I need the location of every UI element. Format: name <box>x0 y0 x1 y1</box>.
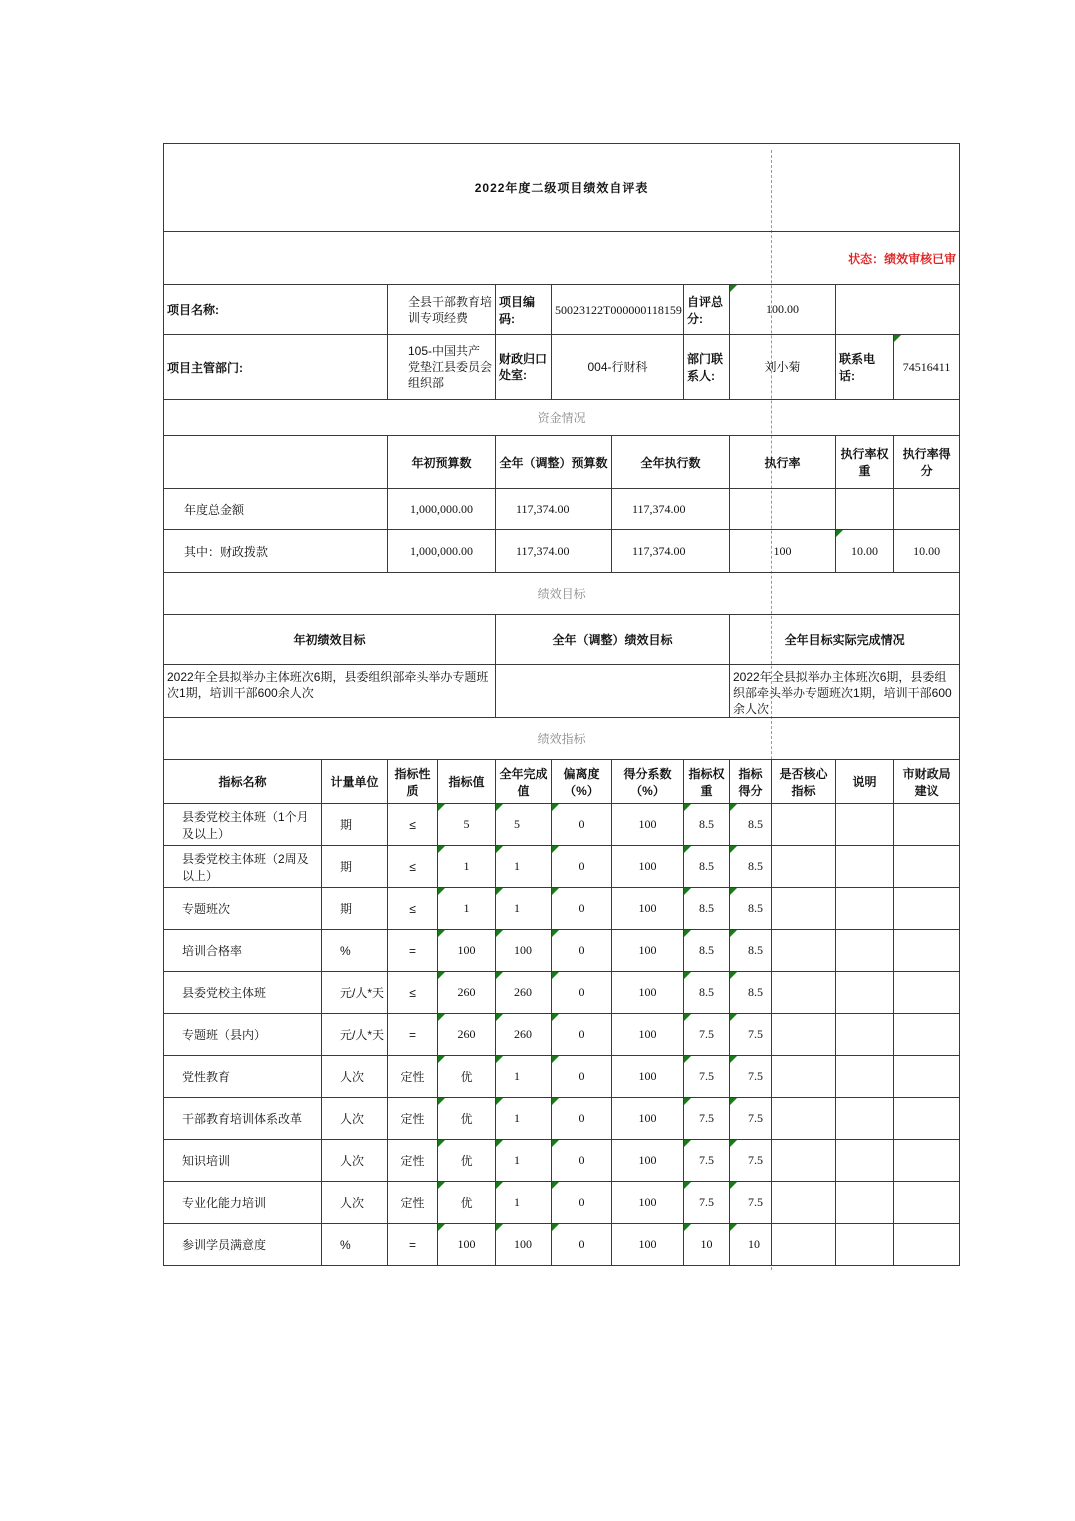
goals-header-initial: 年初绩效目标 <box>164 615 496 665</box>
status-badge: 状态：绩效审核已审 <box>164 232 960 285</box>
ind-header-unit: 计量单位 <box>322 760 388 804</box>
funds-header-adjusted: 全年（调整）预算数 <box>496 436 612 489</box>
ind-core <box>772 1098 836 1140</box>
contact-label: 部门联系人: <box>684 335 730 400</box>
funds-section-title: 资金情况 <box>164 400 960 436</box>
ind-note <box>836 1224 894 1266</box>
indicators-section-title: 绩效指标 <box>164 718 960 760</box>
table-row <box>164 804 960 846</box>
ind-note <box>836 888 894 930</box>
ind-suggestion <box>894 1098 960 1140</box>
ind-deviation: 0 <box>552 1098 612 1140</box>
project-code-value: 50023122T000000118159 <box>552 285 684 335</box>
ind-coef: 100 <box>612 1182 684 1224</box>
ind-note <box>836 1014 894 1056</box>
ind-target: 260 <box>438 1014 496 1056</box>
table-row <box>164 1056 960 1098</box>
ind-core <box>772 1182 836 1224</box>
page-title: 2022年度二级项目绩效自评表 <box>164 144 960 232</box>
ind-unit: % <box>322 930 388 972</box>
ind-note <box>836 1056 894 1098</box>
ind-suggestion <box>894 1182 960 1224</box>
funds-row-executed: 117,374.00 <box>612 489 730 530</box>
ind-header-weight: 指标权重 <box>684 760 730 804</box>
ind-actual: 100 <box>496 1224 552 1266</box>
ind-weight: 7.5 <box>684 1056 730 1098</box>
ind-deviation: 0 <box>552 1056 612 1098</box>
ind-deviation: 0 <box>552 1182 612 1224</box>
ind-actual: 1 <box>496 1056 552 1098</box>
ind-nature: 定性 <box>388 1140 438 1182</box>
evaluation-table <box>163 143 960 1266</box>
ind-target: 优 <box>438 1056 496 1098</box>
funds-header-weight: 执行率权重 <box>836 436 894 489</box>
ind-nature: 定性 <box>388 1098 438 1140</box>
finance-label: 财政归口处室: <box>496 335 552 400</box>
ind-unit: 元/人*天 <box>322 1014 388 1056</box>
ind-actual: 1 <box>496 888 552 930</box>
indicators-body <box>164 804 960 1266</box>
ind-score: 8.5 <box>730 888 772 930</box>
ind-unit: 人次 <box>322 1140 388 1182</box>
ind-name: 党性教育 <box>164 1056 322 1098</box>
ind-core <box>772 804 836 846</box>
ind-note <box>836 972 894 1014</box>
ind-deviation: 0 <box>552 930 612 972</box>
ind-name: 县委党校主体班（1个月及以上） <box>164 804 322 846</box>
finance-value: 004-行财科 <box>552 335 684 400</box>
ind-suggestion <box>894 804 960 846</box>
phone-value: 74516411 <box>894 335 960 400</box>
ind-coef: 100 <box>612 1014 684 1056</box>
ind-actual: 5 <box>496 804 552 846</box>
ind-core <box>772 888 836 930</box>
ind-note <box>836 804 894 846</box>
ind-score: 7.5 <box>730 1140 772 1182</box>
ind-header-core: 是否核心指标 <box>772 760 836 804</box>
ind-score: 8.5 <box>730 930 772 972</box>
goals-header-actual: 全年目标实际完成情况 <box>730 615 960 665</box>
table-row <box>164 489 960 530</box>
ind-name: 县委党校主体班（2周及以上） <box>164 846 322 888</box>
table-row <box>164 972 960 1014</box>
project-code-label: 项目编码: <box>496 285 552 335</box>
funds-row-weight <box>836 489 894 530</box>
ind-nature: = <box>388 1014 438 1056</box>
ind-name: 专业化能力培训 <box>164 1182 322 1224</box>
ind-core <box>772 972 836 1014</box>
table-row <box>164 930 960 972</box>
project-name-value: 全县干部教育培训专项经费 <box>388 285 496 335</box>
dept-value: 105-中国共产党垫江县委员会组织部 <box>388 335 496 400</box>
funds-row-rate <box>730 489 836 530</box>
ind-nature: ≤ <box>388 804 438 846</box>
ind-target: 1 <box>438 846 496 888</box>
ind-suggestion <box>894 930 960 972</box>
ind-deviation: 0 <box>552 1224 612 1266</box>
ind-nature: 定性 <box>388 1182 438 1224</box>
ind-coef: 100 <box>612 804 684 846</box>
goals-section-title: 绩效目标 <box>164 573 960 615</box>
funds-row-name: 年度总金额 <box>164 489 388 530</box>
funds-header-rate: 执行率 <box>730 436 836 489</box>
ind-core <box>772 1056 836 1098</box>
ind-suggestion <box>894 1014 960 1056</box>
ind-nature: ≤ <box>388 888 438 930</box>
ind-target: 100 <box>438 1224 496 1266</box>
table-row <box>164 1014 960 1056</box>
ind-suggestion <box>894 1056 960 1098</box>
ind-unit: 期 <box>322 846 388 888</box>
table-row <box>164 888 960 930</box>
ind-actual: 260 <box>496 972 552 1014</box>
ind-suggestion <box>894 1224 960 1266</box>
goals-header-adjusted: 全年（调整）绩效目标 <box>496 615 730 665</box>
ind-deviation: 0 <box>552 804 612 846</box>
funds-row-score: 10.00 <box>894 530 960 573</box>
ind-weight: 7.5 <box>684 1140 730 1182</box>
ind-core <box>772 1014 836 1056</box>
ind-suggestion <box>894 1140 960 1182</box>
ind-deviation: 0 <box>552 888 612 930</box>
ind-name: 干部教育培训体系改革 <box>164 1098 322 1140</box>
funds-row-executed: 117,374.00 <box>612 530 730 573</box>
funds-header-blank <box>164 436 388 489</box>
ind-deviation: 0 <box>552 1014 612 1056</box>
ind-score: 7.5 <box>730 1014 772 1056</box>
ind-suggestion <box>894 972 960 1014</box>
ind-note <box>836 1098 894 1140</box>
ind-name: 专题班（县内） <box>164 1014 322 1056</box>
ind-header-actual: 全年完成值 <box>496 760 552 804</box>
ind-coef: 100 <box>612 888 684 930</box>
contact-value: 刘小菊 <box>730 335 836 400</box>
ind-header-deviation: 偏离度（%） <box>552 760 612 804</box>
ind-actual: 100 <box>496 930 552 972</box>
project-name-label: 项目名称: <box>164 285 388 335</box>
ind-note <box>836 930 894 972</box>
ind-unit: 人次 <box>322 1182 388 1224</box>
ind-name: 知识培训 <box>164 1140 322 1182</box>
ind-header-note: 说明 <box>836 760 894 804</box>
ind-nature: = <box>388 930 438 972</box>
ind-weight: 8.5 <box>684 804 730 846</box>
self-score-label: 自评总分: <box>684 285 730 335</box>
ind-header-nature: 指标性质 <box>388 760 438 804</box>
table-row <box>164 530 960 573</box>
ind-score: 8.5 <box>730 846 772 888</box>
ind-weight: 8.5 <box>684 972 730 1014</box>
table-row <box>164 1098 960 1140</box>
ind-target: 优 <box>438 1140 496 1182</box>
ind-target: 100 <box>438 930 496 972</box>
phone-label: 联系电话: <box>836 335 894 400</box>
ind-deviation: 0 <box>552 972 612 1014</box>
ind-actual: 1 <box>496 1140 552 1182</box>
ind-weight: 7.5 <box>684 1014 730 1056</box>
ind-header-target: 指标值 <box>438 760 496 804</box>
funds-row-weight: 10.00 <box>836 530 894 573</box>
ind-score: 7.5 <box>730 1098 772 1140</box>
ind-unit: 期 <box>322 804 388 846</box>
ind-weight: 7.5 <box>684 1098 730 1140</box>
funds-header-initial: 年初预算数 <box>388 436 496 489</box>
ind-score: 8.5 <box>730 804 772 846</box>
table-row <box>164 846 960 888</box>
ind-unit: % <box>322 1224 388 1266</box>
ind-score: 10 <box>730 1224 772 1266</box>
funds-row-adjusted: 117,374.00 <box>496 489 612 530</box>
ind-header-suggestion: 市财政局建议 <box>894 760 960 804</box>
ind-note <box>836 1182 894 1224</box>
ind-nature: ≤ <box>388 846 438 888</box>
ind-actual: 1 <box>496 1098 552 1140</box>
funds-row-adjusted: 117,374.00 <box>496 530 612 573</box>
ind-coef: 100 <box>612 1098 684 1140</box>
ind-weight: 8.5 <box>684 888 730 930</box>
ind-actual: 1 <box>496 846 552 888</box>
ind-deviation: 0 <box>552 846 612 888</box>
funds-row-name: 其中：财政拨款 <box>164 530 388 573</box>
ind-coef: 100 <box>612 972 684 1014</box>
ind-note <box>836 1140 894 1182</box>
ind-name: 培训合格率 <box>164 930 322 972</box>
dept-label: 项目主管部门: <box>164 335 388 400</box>
ind-nature: ≤ <box>388 972 438 1014</box>
funds-row-initial: 1,000,000.00 <box>388 530 496 573</box>
ind-core <box>772 930 836 972</box>
funds-row-rate: 100 <box>730 530 836 573</box>
ind-coef: 100 <box>612 1140 684 1182</box>
empty-cell <box>836 285 960 335</box>
table-row <box>164 1140 960 1182</box>
ind-unit: 元/人*天 <box>322 972 388 1014</box>
ind-nature: 定性 <box>388 1056 438 1098</box>
ind-note <box>836 846 894 888</box>
ind-deviation: 0 <box>552 1140 612 1182</box>
ind-weight: 10 <box>684 1224 730 1266</box>
goals-initial-text: 2022年全县拟举办主体班次6期，县委组织部牵头举办专题班次1期，培训干部600余人次 <box>164 665 496 718</box>
ind-coef: 100 <box>612 930 684 972</box>
ind-coef: 100 <box>612 1224 684 1266</box>
ind-header-name: 指标名称 <box>164 760 322 804</box>
goals-actual-text: 2022年全县拟举办主体班次6期，县委组织部牵头举办专题班次1期，培训干部600余人次 <box>730 665 960 718</box>
ind-coef: 100 <box>612 846 684 888</box>
ind-core <box>772 1224 836 1266</box>
ind-name: 专题班次 <box>164 888 322 930</box>
ind-header-score: 指标得分 <box>730 760 772 804</box>
ind-score: 7.5 <box>730 1056 772 1098</box>
ind-target: 优 <box>438 1182 496 1224</box>
funds-row-initial: 1,000,000.00 <box>388 489 496 530</box>
ind-actual: 260 <box>496 1014 552 1056</box>
ind-name: 参训学员满意度 <box>164 1224 322 1266</box>
ind-weight: 8.5 <box>684 846 730 888</box>
funds-header-executed: 全年执行数 <box>612 436 730 489</box>
table-row <box>164 1182 960 1224</box>
ind-core <box>772 1140 836 1182</box>
self-score-value: 100.00 <box>730 285 836 335</box>
ind-unit: 人次 <box>322 1056 388 1098</box>
funds-row-score <box>894 489 960 530</box>
ind-suggestion <box>894 846 960 888</box>
ind-target: 1 <box>438 888 496 930</box>
ind-suggestion <box>894 888 960 930</box>
ind-name: 县委党校主体班 <box>164 972 322 1014</box>
ind-target: 优 <box>438 1098 496 1140</box>
ind-score: 8.5 <box>730 972 772 1014</box>
ind-target: 5 <box>438 804 496 846</box>
ind-target: 260 <box>438 972 496 1014</box>
evaluation-sheet <box>163 143 959 1266</box>
ind-coef: 100 <box>612 1056 684 1098</box>
ind-weight: 8.5 <box>684 930 730 972</box>
ind-actual: 1 <box>496 1182 552 1224</box>
table-row <box>164 1224 960 1266</box>
ind-weight: 7.5 <box>684 1182 730 1224</box>
ind-header-coef: 得分系数（%） <box>612 760 684 804</box>
ind-core <box>772 846 836 888</box>
goals-adjusted-text <box>496 665 730 718</box>
ind-nature: = <box>388 1224 438 1266</box>
funds-header-score: 执行率得分 <box>894 436 960 489</box>
ind-unit: 人次 <box>322 1098 388 1140</box>
ind-unit: 期 <box>322 888 388 930</box>
ind-score: 7.5 <box>730 1182 772 1224</box>
